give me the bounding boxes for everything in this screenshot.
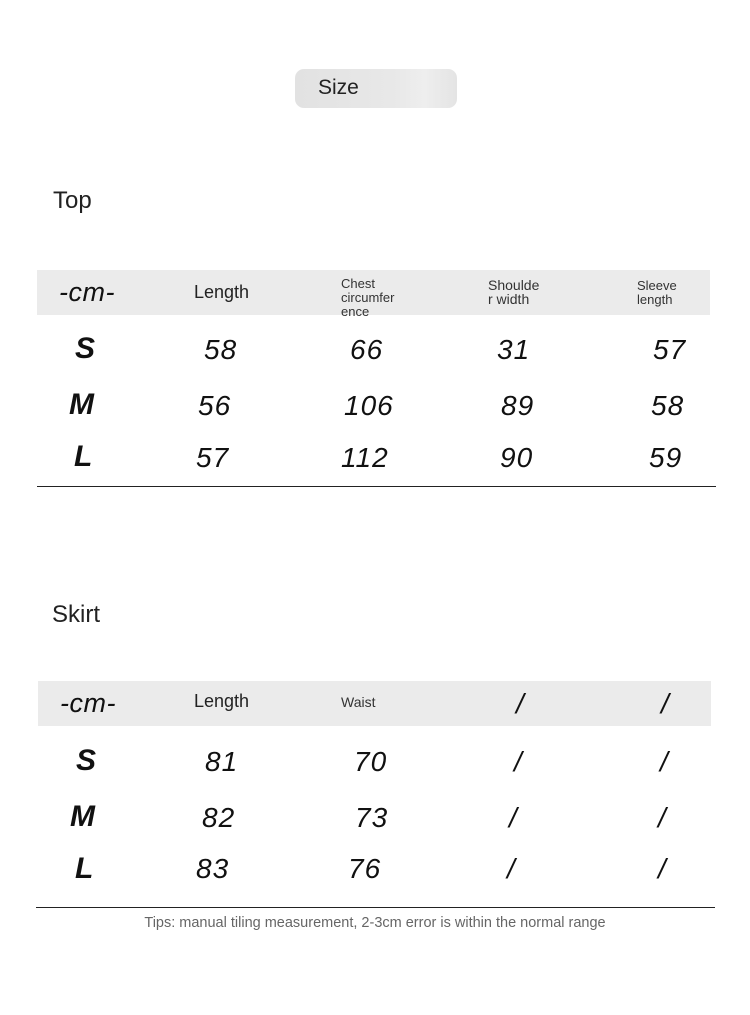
skirt-l-waist: 76	[348, 853, 382, 884]
skirt-col-empty-2: /	[661, 688, 669, 719]
top-unit-label: -cm-	[59, 277, 115, 307]
measurement-tips-note: Tips: manual tiling measurement, 2-3cm error is within the normal range	[144, 915, 606, 931]
skirt-row-size-m: M	[70, 800, 95, 833]
top-row-size-m: M	[69, 388, 94, 421]
top-l-shoulder: 90	[500, 442, 534, 473]
skirt-s-waist: 70	[354, 746, 388, 777]
top-m-length: 56	[198, 390, 232, 421]
skirt-unit-label: -cm-	[60, 688, 116, 718]
size-heading-pill	[295, 69, 457, 108]
skirt-l-empty-2: /	[658, 853, 666, 884]
top-table-bottom-rule	[37, 486, 716, 487]
skirt-l-empty-1: /	[507, 853, 515, 884]
top-col-chest: Chest circumfer ence	[341, 276, 395, 319]
skirt-row-size-s: S	[76, 744, 97, 777]
skirt-s-empty-2: /	[660, 746, 668, 777]
top-row-size-s: S	[75, 332, 96, 365]
top-s-chest: 66	[350, 334, 384, 365]
skirt-col-length: Length	[194, 691, 250, 711]
skirt-s-length: 81	[205, 746, 239, 777]
top-l-chest: 112	[341, 442, 389, 473]
skirt-col-waist: Waist	[341, 694, 376, 710]
top-row-size-l: L	[74, 440, 93, 473]
skirt-m-empty-1: /	[509, 802, 517, 833]
skirt-m-empty-2: /	[658, 802, 666, 833]
skirt-m-length: 82	[202, 802, 236, 833]
top-section-title: Top	[53, 187, 92, 214]
skirt-s-empty-1: /	[514, 746, 522, 777]
skirt-m-waist: 73	[355, 802, 389, 833]
top-size-table	[37, 270, 716, 488]
top-m-sleeve: 58	[651, 390, 685, 421]
size-heading-label: Size	[318, 76, 359, 99]
top-l-length: 57	[196, 442, 230, 473]
top-col-length: Length	[194, 282, 250, 302]
skirt-row-size-l: L	[75, 852, 94, 885]
top-l-sleeve: 59	[649, 442, 683, 473]
top-s-sleeve: 57	[653, 334, 687, 365]
top-col-sleeve: Sleeve length	[637, 278, 677, 307]
skirt-size-table	[37, 681, 716, 909]
top-s-shoulder: 31	[497, 334, 531, 365]
top-m-shoulder: 89	[501, 390, 535, 421]
top-col-shoulder: Shoulde r width	[488, 277, 540, 307]
skirt-l-length: 83	[196, 853, 230, 884]
skirt-col-empty-1: /	[516, 688, 524, 719]
skirt-table-bottom-rule	[36, 907, 715, 908]
top-m-chest: 106	[344, 390, 394, 421]
top-s-length: 58	[204, 334, 238, 365]
skirt-section-title: Skirt	[52, 601, 100, 628]
